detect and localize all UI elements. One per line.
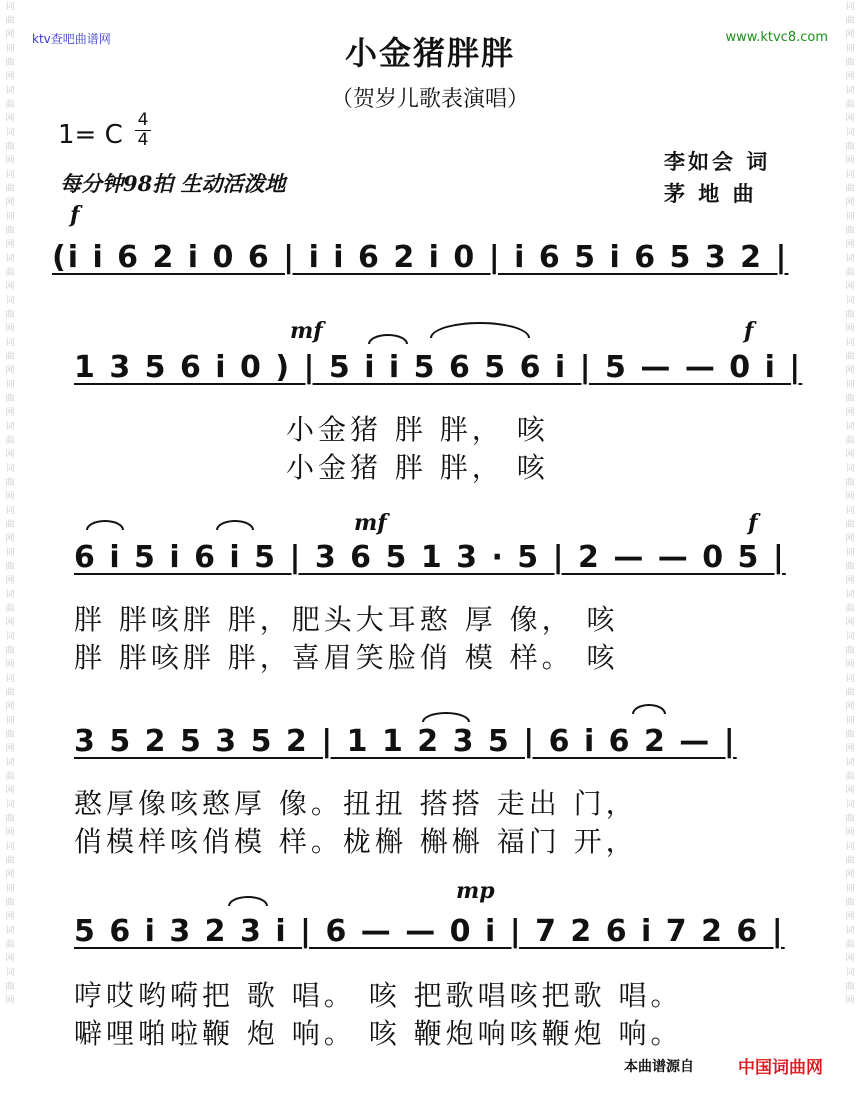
notation-line: 6 i 5 i 6 i 5 | 3 6 5 1 3 · 5 | 2 — — 0 5 | xyxy=(74,540,786,575)
slur-mark xyxy=(368,334,408,344)
slur-mark xyxy=(632,704,666,714)
key-signature: 1= C xyxy=(58,120,123,150)
slur-mark xyxy=(430,322,530,338)
notation-line: 5 6 i 3 2 3 i | 6 — — 0 i | 7 2 6 i 7 2 6 | xyxy=(74,914,785,949)
time-signature xyxy=(134,112,152,149)
lyric-line: 胖 胖咳胖 胖，肥头大耳憨 厚 像， 咳 xyxy=(74,603,619,636)
slur-mark xyxy=(86,520,124,530)
lyricist-credit: 李如会 词 xyxy=(664,149,771,174)
site-name-left: ktv查吧曲谱网 xyxy=(32,32,111,46)
song-subtitle: （贺岁儿歌表演唱） xyxy=(330,87,529,112)
notation-line: (i i 6 2 i 0 6 | i i 6 2 i 0 | i 6 5 i 6 5 3 2 | xyxy=(52,240,789,275)
lyric-line: 胖 胖咳胖 胖，喜眉笑脸俏 模 样。 咳 xyxy=(74,641,619,674)
lyric-line: 小金猪 胖 胖， 咳 xyxy=(286,451,549,484)
song-title: 小金猪胖胖 xyxy=(344,34,515,72)
dynamic-mark: mp xyxy=(456,878,495,904)
dynamic-mark: f xyxy=(70,202,80,228)
source-site-link[interactable]: 中国词曲网 xyxy=(738,1058,823,1078)
slur-mark xyxy=(228,896,268,906)
composer-credit: 茅 地 曲 xyxy=(664,181,757,206)
lyric-line: 小金猪 胖 胖， 咳 xyxy=(286,413,549,446)
lyric-line: 俏模样咳俏模 样。栊槲 槲槲 福门 开， xyxy=(74,825,638,858)
dynamic-mark: f xyxy=(748,510,758,536)
time-signature-bottom: 4 xyxy=(137,130,149,150)
time-signature-top: 4 xyxy=(137,110,149,130)
tempo-marking: 每分钟98拍 生动活泼地 xyxy=(60,171,286,196)
site-url-right: www.ktvc8.com xyxy=(725,30,828,45)
lyric-line: 哼哎哟嗬把 歌 唱。 咳 把歌唱咳把歌 唱。 xyxy=(74,979,683,1012)
source-label: 本曲谱源自 xyxy=(624,1059,694,1075)
dynamic-mark: mf xyxy=(354,510,387,536)
dynamic-mark: mf xyxy=(290,318,323,344)
watermark-left: 词曲网词曲网词曲网词曲网词曲网词曲网词曲网词曲网词曲网词曲网词曲网词曲网词曲网词曲网词曲网词曲网词曲网词曲网词曲网词曲网词曲网词曲网词曲网词曲网 xyxy=(5,2,15,1006)
lyric-line: 噼哩啪啦鞭 炮 响。 咳 鞭炮响咳鞭炮 响。 xyxy=(74,1017,683,1050)
lyric-line: 憨厚像咳憨厚 像。扭扭 搭搭 走出 门， xyxy=(74,787,638,820)
notation-line: 3 5 2 5 3 5 2 | 1 1 2 3 5 | 6 i 6 2 — | xyxy=(74,724,737,759)
notation-line: 1 3 5 6 i 0 ) | 5 i i 5 6 5 6 i | 5 — — 0 i | xyxy=(74,350,803,385)
watermark-right: 词曲网词曲网词曲网词曲网词曲网词曲网词曲网词曲网词曲网词曲网词曲网词曲网词曲网词曲网词曲网词曲网词曲网词曲网词曲网词曲网词曲网词曲网词曲网词曲网 xyxy=(845,2,855,1006)
dynamic-mark: f xyxy=(744,318,754,344)
slur-mark xyxy=(422,712,470,722)
slur-mark xyxy=(216,520,254,530)
